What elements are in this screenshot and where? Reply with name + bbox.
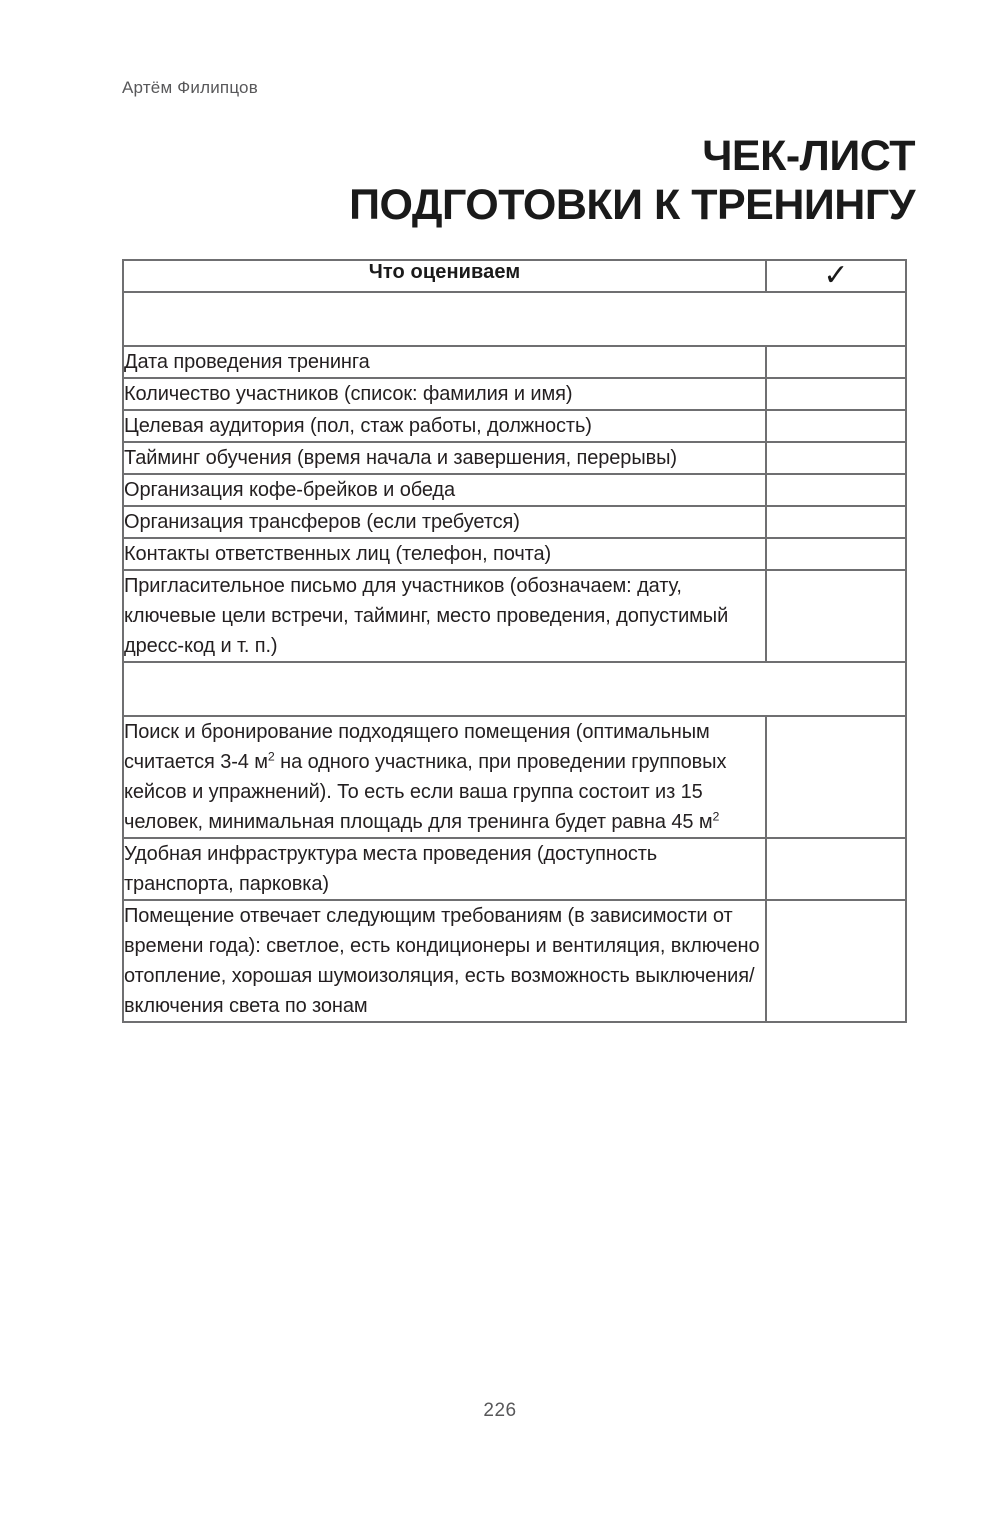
table-row <box>123 900 906 1022</box>
checklist-item-label: Организация трансферов (если требуется) <box>123 506 766 538</box>
section-band-cell <box>123 662 906 716</box>
table-header-row <box>123 260 906 292</box>
table-row <box>123 570 906 662</box>
table-row <box>123 410 906 442</box>
table-row <box>123 538 906 570</box>
table-row <box>123 442 906 474</box>
checklist-table-wrapper <box>122 259 905 1023</box>
checklist-item-label: Количество участников (список: фамилия и имя) <box>123 378 766 410</box>
checklist-item-label: Целевая аудитория (пол, стаж работы, должность) <box>123 410 766 442</box>
checklist-item-label: Удобная инфраструктура места проведения (доступность транспорта, парковка) <box>123 838 766 900</box>
checklist-item-label: Пригласительное письмо для участников (обозначаем: дату, ключевые цели встречи, тайминг, место проведения, допустимый дресс-код и т. п.) <box>123 570 766 662</box>
checklist-body <box>123 260 906 1022</box>
column-header-item: Что оцениваем <box>123 260 766 292</box>
checklist-item-checkbox-cell[interactable] <box>766 378 906 410</box>
checklist-item-checkbox-cell[interactable] <box>766 570 906 662</box>
section-band-row <box>123 662 906 716</box>
checklist-item-checkbox-cell[interactable] <box>766 538 906 570</box>
section-band-label: Организационные вопросы <box>375 307 654 329</box>
checklist-item-checkbox-cell[interactable] <box>766 410 906 442</box>
section-band-label: Место проведения <box>420 677 609 699</box>
page-number: 226 <box>483 1400 517 1421</box>
page-title-line-1: ЧЕК-ЛИСТ <box>702 132 915 180</box>
table-row <box>123 506 906 538</box>
table-row <box>123 346 906 378</box>
checklist-item-checkbox-cell[interactable] <box>766 506 906 538</box>
checklist-table <box>122 259 907 1023</box>
page-title-line-2: ПОДГОТОВКИ К ТРЕНИНГУ <box>349 181 915 229</box>
table-row <box>123 716 906 838</box>
check-mark-icon: ✓ <box>823 259 849 292</box>
checklist-item-checkbox-cell[interactable] <box>766 442 906 474</box>
checklist-item-checkbox-cell[interactable] <box>766 716 906 838</box>
section-band-cell <box>123 292 906 346</box>
checklist-item-label: Дата проведения тренинга <box>123 346 766 378</box>
column-header-check <box>766 260 906 292</box>
checklist-item-checkbox-cell[interactable] <box>766 838 906 900</box>
checklist-item-label: Поиск и бронирование подходящего помещения (оптимальным считается 3-4 $м^2$ на одного участника, при проведении групповых кейсов и упражнений). То есть если ваша группа состоит из 15 человек, минимальная площадь для тренинга будет равна 45 $м^2$ <box>123 716 766 838</box>
checklist-item-label: Организация кофе-брейков и обеда <box>123 474 766 506</box>
table-row <box>123 378 906 410</box>
page-title <box>122 132 915 230</box>
checklist-item-checkbox-cell[interactable] <box>766 346 906 378</box>
table-row <box>123 474 906 506</box>
checklist-item-checkbox-cell[interactable] <box>766 474 906 506</box>
checklist-item-checkbox-cell[interactable] <box>766 900 906 1022</box>
running-head-author: Артём Филипцов <box>122 78 258 97</box>
checklist-item-label: Контакты ответственных лиц (телефон, почта) <box>123 538 766 570</box>
checklist-item-label: Помещение отвечает следующим требованиям (в зависимости от времени года): светлое, есть кондиционеры и вентиляция, включено отопление, хорошая шумоизоляция, есть возможность выключения/включения света по зонам <box>123 900 766 1022</box>
section-band-row <box>123 292 906 346</box>
table-row <box>123 838 906 900</box>
checklist-item-label: Тайминг обучения (время начала и завершения, перерывы) <box>123 442 766 474</box>
